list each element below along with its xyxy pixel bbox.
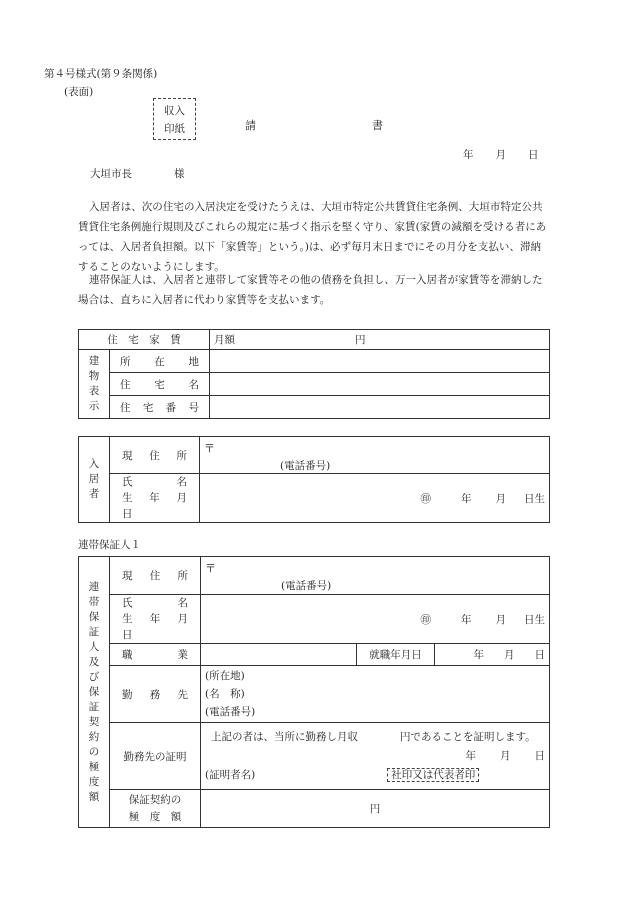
date-year: 年 (463, 149, 474, 161)
building-display-label: 建 物 表 示 (79, 350, 110, 419)
resident-table (78, 436, 550, 523)
guarantor-name-label: 氏 名 (122, 597, 188, 609)
occupation-label: 職 業 (110, 644, 201, 666)
certification-label: 勤務先の証明 (110, 723, 201, 790)
resident-name-birth-label (110, 474, 200, 523)
revenue-stamp-box (153, 98, 196, 140)
certifier-row (205, 766, 545, 785)
rent-yen-label: 円 (355, 334, 366, 346)
guarantor-phone-label: (電話番号) (281, 580, 332, 592)
location-field[interactable] (210, 350, 550, 373)
document-title-part2: 書 (372, 119, 383, 132)
resident-birth-day: 日生 (524, 492, 545, 505)
housing-table (78, 329, 550, 419)
resident-phone-label: (電話番号) (280, 460, 331, 472)
work-name-label: (名 称) (205, 688, 245, 700)
resident-birth-year: 年 (461, 492, 472, 505)
certification-text: 上記の者は、当所に勤務し月収 円であることを証明します。 (211, 730, 536, 743)
date-month: 月 (495, 149, 506, 161)
workplace-label: 勤 務 先 (110, 666, 201, 723)
employment-date-label: 就職年月日 (357, 644, 435, 666)
rent-label: 住 宅 家 賃 (79, 330, 210, 350)
guarantor-birth-day: 日生 (524, 613, 545, 626)
addressee: 大垣市長 様 (90, 168, 185, 180)
guarantee-limit-yen: 円 (369, 803, 381, 815)
work-phone-label: (電話番号) (205, 706, 256, 718)
guarantor-address-label: 現 住 所 (110, 557, 201, 595)
resident-name-label: 氏 名 (122, 476, 187, 488)
rent-field[interactable] (210, 330, 550, 350)
certifier-label: (証明者名) (205, 768, 256, 781)
guarantor-seal-mark: ㊞ (420, 613, 431, 626)
form-number: 第４号様式(第９条関係) (44, 68, 158, 80)
resident-birth-label: 生 年 月 日 (122, 492, 198, 520)
location-label: 所 在 地 (110, 350, 210, 373)
guarantor-name-field[interactable] (201, 595, 550, 644)
stamp-label-2: 印紙 (164, 123, 185, 135)
guarantor-postal-mark: 〒 (205, 562, 216, 575)
housing-name-field[interactable] (210, 373, 550, 396)
document-title-part1: 請 (245, 119, 256, 132)
monthly-label: 月額 (214, 334, 235, 346)
guarantor-birth-label: 生 年 月 日 (122, 613, 199, 641)
resident-address-label: 現 住 所 (110, 437, 200, 474)
employment-year: 年 (473, 649, 484, 661)
housing-number-label: 住 宅 番 号 (110, 396, 210, 419)
company-seal-box: 社印又は代表者印 (387, 768, 479, 782)
certification-date: 年 月 日 (465, 749, 545, 762)
side-label: (表面) (64, 86, 94, 98)
resident-birth-month: 月 (495, 492, 506, 505)
workplace-field[interactable] (201, 666, 550, 723)
housing-number-field[interactable] (210, 396, 550, 419)
paragraph-guarantor-pledge: 連帯保証人は、入居者と連帯して家賃等その他の債務を負担し、万一入居者が家賃等を滞納した 場合は、直ちに入居者に代わり家賃等を支払います。 (78, 274, 543, 306)
employment-month: 月 (504, 649, 515, 661)
guarantor-birth-month: 月 (495, 613, 506, 626)
guarantee-limit-field[interactable] (201, 790, 550, 828)
paragraph-resident-pledge: 入居者は、次の住宅の入居決定を受けたうえは、大垣市特定公共賃貸住宅条例、大垣市特定公共 賃貸住宅条例施行規則及びこれらの規定に基づく指示を堅く守り、家賃(家賃の減額を受ける者にあ っては、入居者負担額。以下「家賃等」という。)は、必ず毎月末日までにその月分を支払い、滞納 することのないようにします。 (78, 201, 547, 273)
employment-day: 日 (534, 649, 545, 661)
guarantor-birth-year: 年 (461, 613, 472, 626)
resident-seal-mark: ㊞ (420, 492, 431, 505)
guarantor-table (78, 556, 550, 828)
resident-label: 入 居 者 (79, 437, 110, 523)
date-line (463, 147, 539, 162)
guarantor-name-birth-label (110, 595, 201, 644)
guarantor-label: 連 帯 保 証 人 及 び 保 証 契 約 の 極 度 額 (79, 557, 110, 828)
date-day: 日 (528, 149, 539, 161)
guarantor-heading: 連帯保証人１ (78, 539, 141, 551)
postal-mark: 〒 (204, 442, 215, 455)
certification-field[interactable] (201, 723, 550, 790)
resident-address-field[interactable] (200, 437, 550, 474)
employment-date-field[interactable] (435, 644, 550, 666)
guarantor-address-field[interactable] (201, 557, 550, 595)
guarantee-limit-label: 保証契約の 極 度 額 (110, 790, 201, 828)
resident-name-field[interactable] (200, 474, 550, 523)
stamp-label-1: 収入 (164, 105, 185, 117)
work-location-label: (所在地) (205, 670, 245, 682)
housing-name-label: 住 宅 名 (110, 373, 210, 396)
occupation-field[interactable] (201, 644, 357, 666)
